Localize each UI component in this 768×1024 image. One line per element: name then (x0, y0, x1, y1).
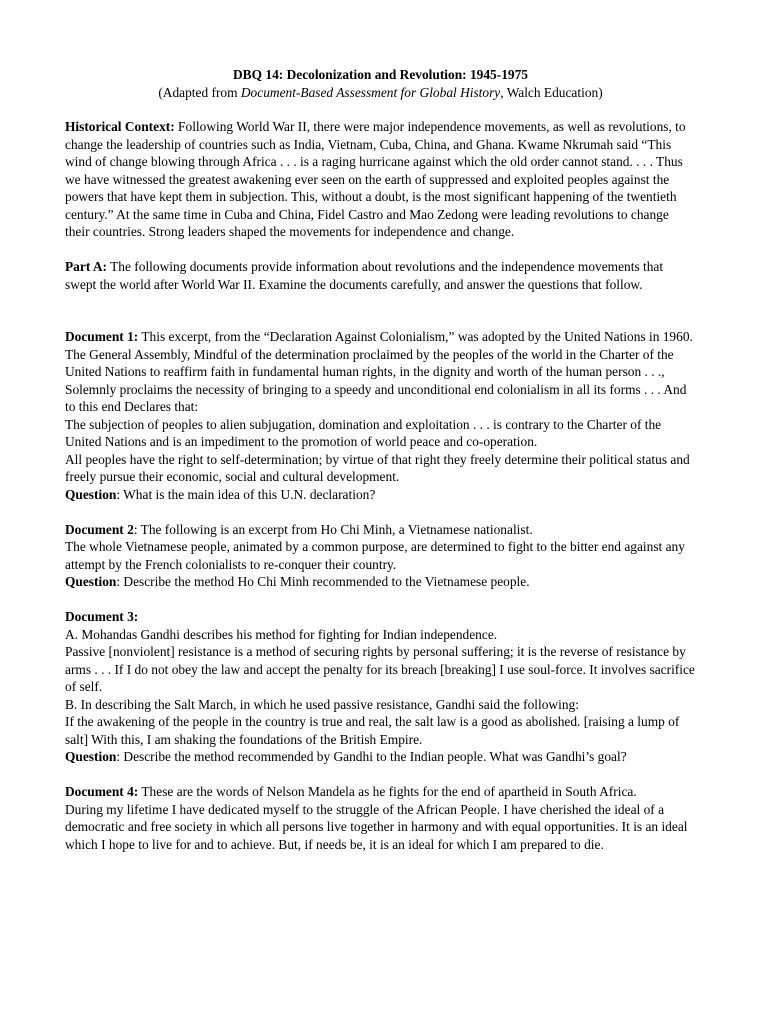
part-a-text: The following documents provide information about revolutions and the independence movements that swept the world after World War II. Examine the documents carefully, and answer the questions that follow. (65, 259, 664, 292)
document-2-question (65, 573, 696, 591)
subtitle-prefix: (Adapted from (158, 84, 241, 100)
document-4 (65, 783, 696, 853)
document-1-question-text: : What is the main idea of this U.N. declaration? (116, 486, 376, 502)
document-2-intro (65, 521, 696, 539)
document-1-paragraph-1: The General Assembly, Mindful of the determination proclaimed by the peoples of the world in the Charter of the United Nations to reaffirm faith in fundamental human rights, in the dignity and worth of the human person . . ., Solemnly proclaims the necessity of bringing to a speedy and unconditional end colonialism in all its forms . . . And to this end Declares that: (65, 346, 687, 414)
document-2-label: Document 2 (65, 521, 134, 537)
part-a-label: Part A: (65, 259, 108, 274)
document-3-paragraph-2: If the awakening of the people in the country is true and real, the salt law is a good as abolished. [raising a lump of salt] With this, I am shaking the foundations of the British Empire. (65, 714, 680, 747)
document-1-intro-text: This excerpt, from the “Declaration Against Colonialism,” was adopted by the United Nations in 1960. (138, 329, 693, 344)
document-1-paragraph-2: The subjection of peoples to alien subjugation, domination and exploitation . . . is contrary to the Charter of the United Nations and is an impediment to the promotion of world peace and co-operation. (65, 416, 662, 449)
document-1-question (65, 486, 696, 504)
document-4-paragraph-1: During my lifetime I have dedicated myself to the struggle of the African People. I have cherished the ideal of a democratic and free society in which all persons live together in harmony and with equal opportunities. It is an ideal which I hope to live for and to achieve. But, if needs be, it is an ideal for which I am prepared to die. (65, 801, 688, 852)
document-3-label: Document 3: (65, 609, 139, 624)
document-2-question-text: : Describe the method Ho Chi Minh recommended to the Vietnamese people. (116, 574, 530, 589)
document-3-question-label: Question (65, 749, 117, 764)
document-3-part-b: B. In describing the Salt March, in which he used passive resistance, Gandhi said the following: (65, 696, 579, 712)
document-4-label: Document 4: (65, 784, 139, 799)
document-1-intro (65, 328, 696, 346)
historical-context (65, 118, 696, 241)
document-3-question-text: : Describe the method recommended by Gandhi to the Indian people. What was Gandhi’s goal? (116, 749, 627, 764)
page-title: DBQ 14: Decolonization and Revolution: 1945-1975 (233, 67, 528, 82)
document-2-paragraph-1: The whole Vietnamese people, animated by a common purpose, are determined to fight to the bitter end against any attempt by the French colonialists to re-conquer their country. (65, 539, 685, 572)
document-2-intro-text: : The following is an excerpt from Ho Chi Minh, a Vietnamese nationalist. (133, 521, 533, 537)
document-3-part-a: A. Mohandas Gandhi describes his method for fighting for Indian independence. (65, 626, 498, 642)
document-3-question (65, 748, 696, 766)
subtitle-source-title: Document-Based Assessment for Global History (240, 84, 501, 100)
document-1 (65, 328, 696, 503)
document-3-heading (65, 608, 696, 626)
document-1-question-label: Question (65, 486, 117, 502)
document-3 (65, 608, 696, 766)
document-2 (65, 521, 696, 591)
document-3-paragraph-1: Passive [nonviolent] resistance is a method of securing rights by personal suffering; it is the reverse of resistance by arms . . . If I do not obey the law and accept the penalty for its breach [breaking] I use soul-force. It involves sacrifice of self. (65, 644, 695, 694)
document-1-label: Document 1: (65, 329, 139, 344)
part-a (65, 258, 696, 293)
document-4-intro (65, 783, 696, 801)
document-2-question-label: Question (65, 574, 117, 589)
historical-context-label: Historical Context: (65, 119, 175, 134)
historical-context-text: Following World War II, there were major independence movements, as well as revolutions, to change the leadership of countries such as India, Vietnam, Cuba, China, and Ghana. Kwame Nkrumah said “This wind of change blowing through Africa . . . is a raging hurricane against which the old order cannot stand. . . . Thus we have witnessed the greatest awakening ever seen on the earth of suppressed and exploited peoples against the powers that have kept them in subjection. This, without a doubt, is the most significant happening of the twentieth century.” At the same time in Cuba and China, Fidel Castro and Mao Zedong were leading revolutions to change their countries. Strong leaders shaped the movements for independence and change. (65, 119, 686, 239)
document-1-paragraph-3: All peoples have the right to self-determination; by virtue of that right they freely determine their political status and freely pursue their economic, social and cultural development. (65, 451, 690, 484)
subtitle-suffix: , Walch Education) (500, 84, 603, 100)
page-subtitle (65, 84, 696, 102)
document-4-intro-text: These are the words of Nelson Mandela as he fights for the end of apartheid in South Africa. (138, 784, 637, 799)
